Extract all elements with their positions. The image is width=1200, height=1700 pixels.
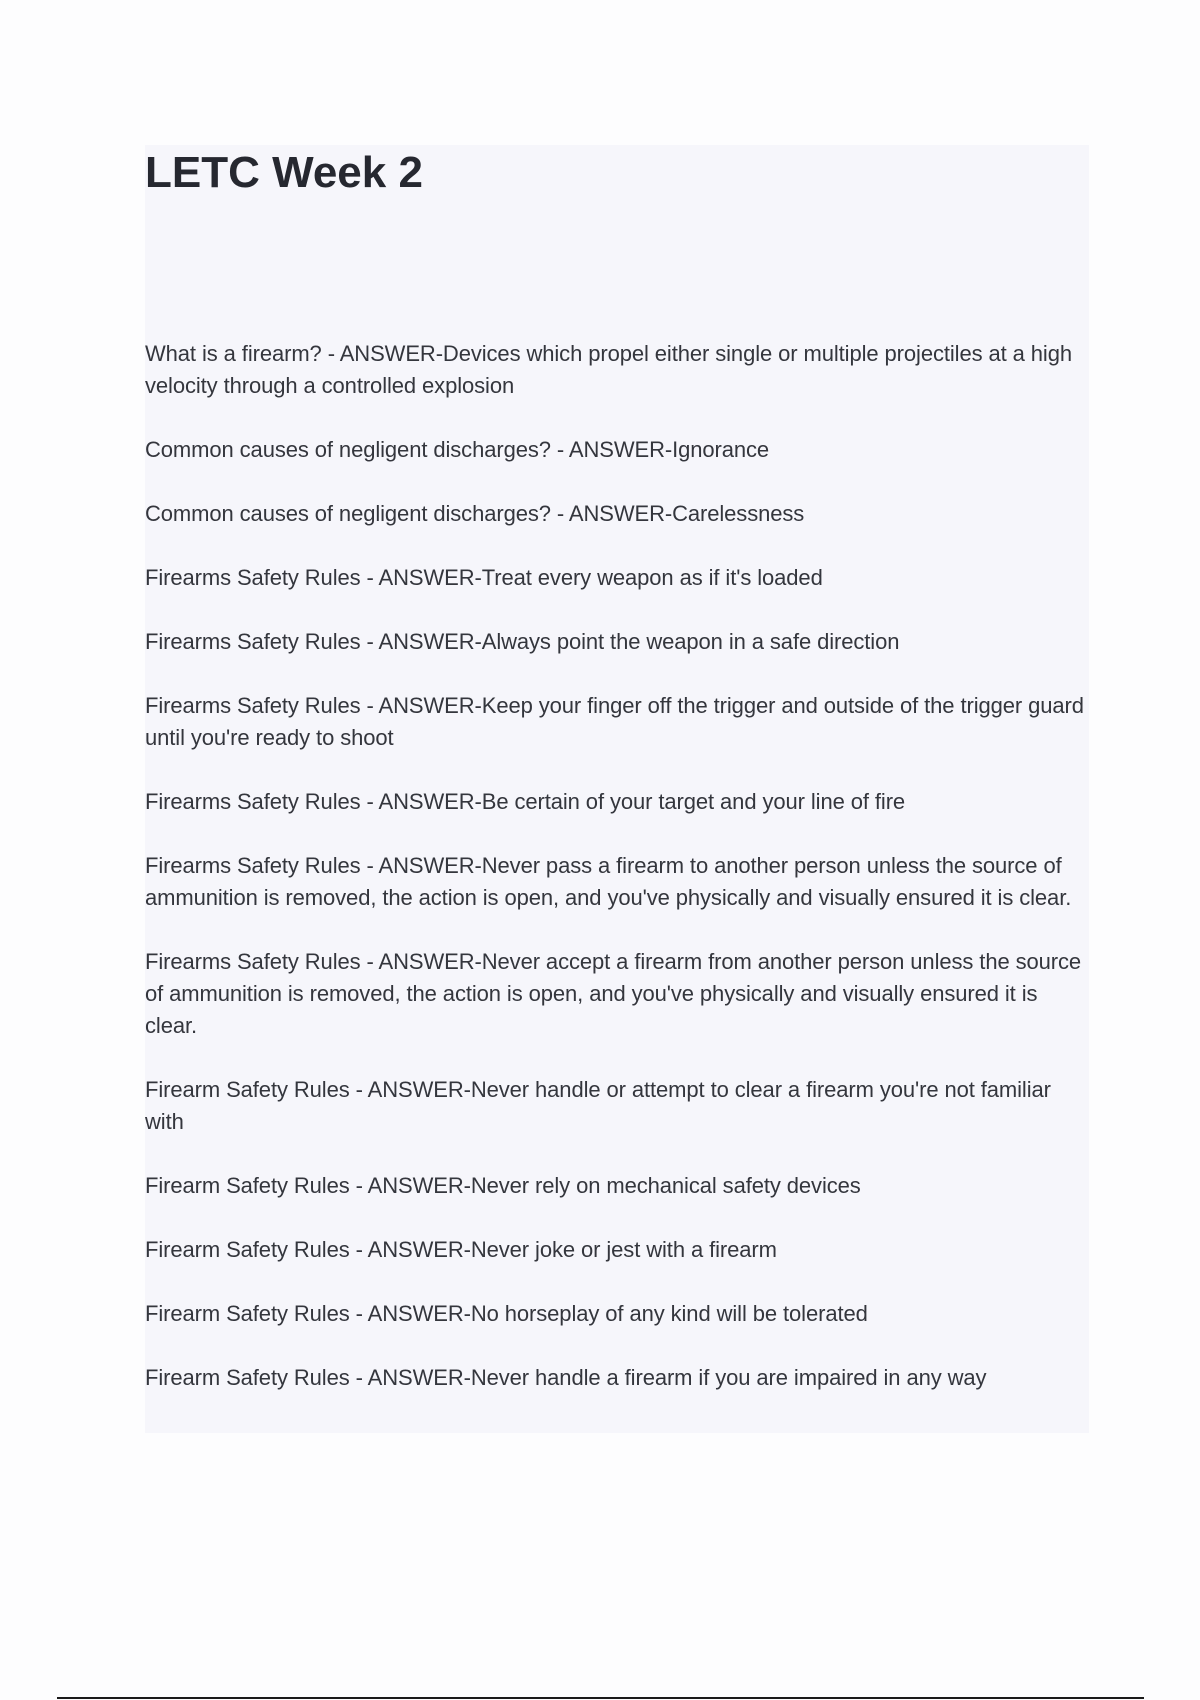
list-item: Firearm Safety Rules - ANSWER-Never handle or attempt to clear a firearm you're not familiar with bbox=[145, 1077, 1051, 1134]
list-item: Common causes of negligent discharges? - ANSWER-Ignorance bbox=[145, 437, 770, 462]
list-item: Firearm Safety Rules - ANSWER-Never rely on mechanical safety devices bbox=[145, 1173, 861, 1198]
list-item: Firearm Safety Rules - ANSWER-No horseplay of any kind will be tolerated bbox=[145, 1301, 868, 1326]
list-item: Firearms Safety Rules - ANSWER-Keep your finger off the trigger and outside of the trigger guard until you're ready to shoot bbox=[145, 693, 1084, 750]
list-item: Firearm Safety Rules - ANSWER-Never joke or jest with a firearm bbox=[145, 1237, 777, 1262]
list-item: Firearms Safety Rules - ANSWER-Treat every weapon as if it's loaded bbox=[145, 565, 823, 590]
content-block bbox=[145, 145, 1089, 1433]
list-item: Firearms Safety Rules - ANSWER-Be certain of your target and your line of fire bbox=[145, 789, 906, 814]
list-item: Firearm Safety Rules - ANSWER-Never handle a firearm if you are impaired in any way bbox=[145, 1365, 987, 1390]
page-title: LETC Week 2 bbox=[145, 148, 423, 197]
list-item: Common causes of negligent discharges? - ANSWER-Carelessness bbox=[145, 501, 805, 526]
footer-divider bbox=[57, 1697, 1144, 1699]
list-item: What is a firearm? - ANSWER-Devices which propel either single or multiple projectiles at a high velocity through a controlled explosion bbox=[145, 341, 1072, 398]
qa-list bbox=[145, 338, 1089, 1426]
list-item: Firearms Safety Rules - ANSWER-Never pass a firearm to another person unless the source of ammunition is removed, the action is open, and you've physically and visually ensured it is clear. bbox=[145, 853, 1072, 910]
list-item: Firearms Safety Rules - ANSWER-Never accept a firearm from another person unless the source of ammunition is removed, the action is open, and you've physically and visually ensured it is clear. bbox=[145, 949, 1082, 1038]
list-item: Firearms Safety Rules - ANSWER-Always point the weapon in a safe direction bbox=[145, 629, 900, 654]
